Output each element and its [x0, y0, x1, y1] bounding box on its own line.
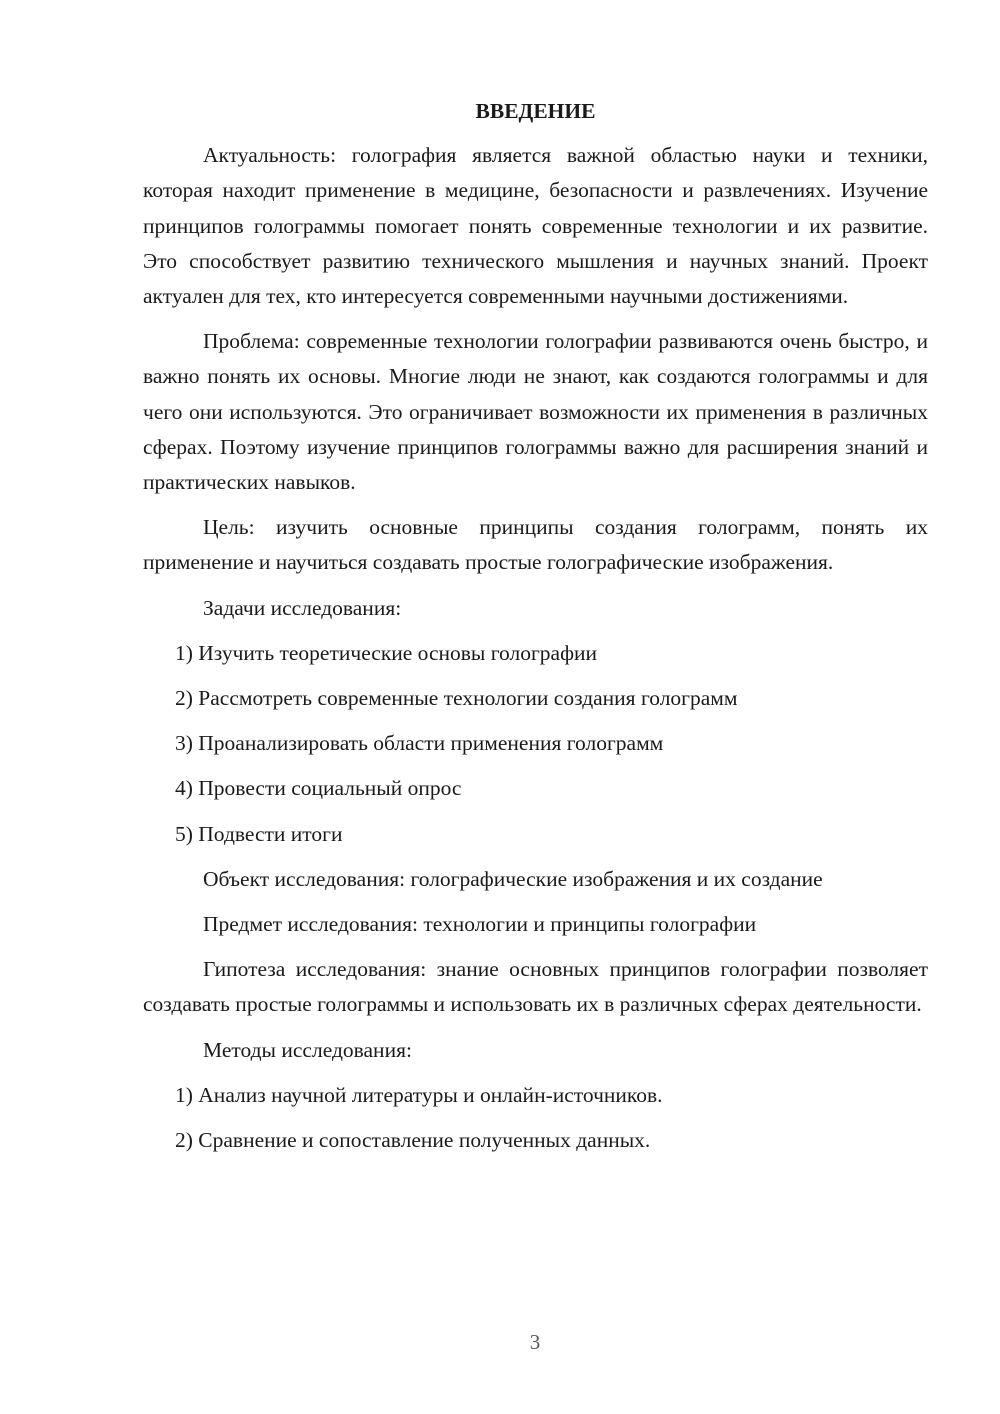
- method-item-1: 1) Анализ научной литературы и онлайн-источников.: [175, 1082, 663, 1107]
- task-item-3: 3) Проанализировать области применения голограмм: [175, 731, 664, 756]
- section-heading: ВВЕДЕНИЕ: [475, 99, 596, 123]
- task-item-4: 4) Провести социальный опрос: [175, 776, 462, 801]
- tasks-label: Задачи исследования:: [203, 595, 402, 620]
- page-content: [143, 94, 928, 1168]
- method-item-2: 2) Сравнение и сопоставление полученных данных.: [175, 1128, 651, 1153]
- goal-paragraph: Цель: изучить основные принципы создания голограмм, понять их применение и научиться создавать простые голографические изображения.: [143, 515, 928, 575]
- page-number: 3: [529, 1330, 541, 1354]
- methods-label: Методы исследования:: [203, 1037, 412, 1062]
- research-object: Объект исследования: голографические изображения и их создание: [203, 866, 823, 891]
- problem-paragraph: Проблема: современные технологии голографии развиваются очень быстро, и важно понять их основы. Многие люди не знают, как создаются голограммы и для чего они используются. Это ограничивает возможности их применения в различных сферах. Поэтому изучение принципов голограммы важно для расширения знаний и практических навыков.: [143, 329, 928, 495]
- task-item-5: 5) Подвести итоги: [175, 821, 343, 846]
- research-subject: Предмет исследования: технологии и принципы голографии: [203, 912, 757, 937]
- task-item-2: 2) Рассмотреть современные технологии создания голограмм: [175, 686, 738, 711]
- task-item-1: 1) Изучить теоретические основы голографии: [175, 640, 598, 665]
- relevance-paragraph: Актуальность: голография является важной областью науки и техники, которая находит применение в медицине, безопасности и развлечениях. Изучение принципов голограммы помогает понять современные технологии и их развитие. Это способствует развитию технического мышления и научных знаний. Проект актуален для тех, кто интересуется современными научными достижениями.: [143, 143, 928, 309]
- hypothesis-paragraph: Гипотеза исследования: знание основных принципов голографии позволяет создавать простые голограммы и использовать их в различных сферах деятельности.: [143, 957, 928, 1017]
